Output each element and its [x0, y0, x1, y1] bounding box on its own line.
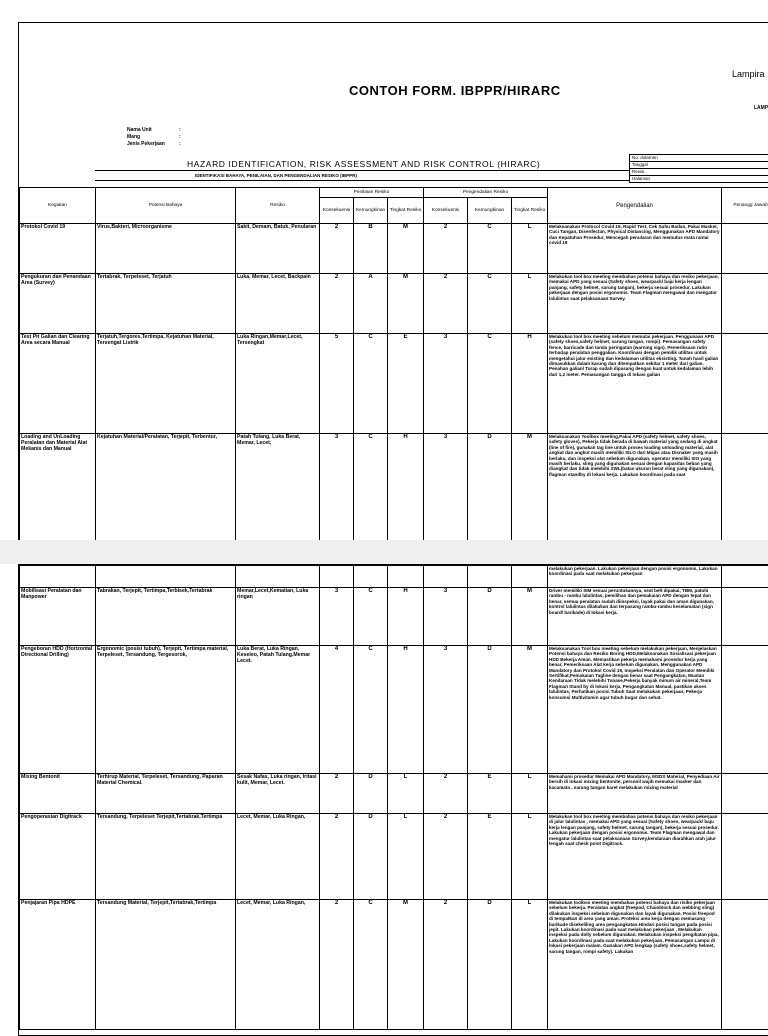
cell [468, 566, 512, 588]
table-row [20, 646, 768, 774]
cell [388, 566, 424, 588]
cell-penanggung-jawab [722, 274, 768, 334]
cell-kemungkinan: B [354, 224, 388, 274]
cell-tingkat-resiko: H [388, 646, 424, 774]
cell-konsekuensi: 3 [320, 588, 354, 646]
header-penanggung: Penangg Jawab [722, 188, 768, 224]
cell-resiko: Memar,Lecet,Kematian, Luka ringan [236, 588, 320, 646]
hirarc-subtitle: IDENTIFIKASI BAHAYA, PENILAIAN, DAN PENGENDALIAN RESIKO (IBPPR) [195, 173, 357, 178]
meta-block [127, 127, 181, 148]
cell-pengendalian: Driver memiliki SIM sesuai peruntukannya, seat belt dipakai, TBM, patuhi rambu - rambu lalulintas, pemilihan dan pemakaian APD dengan tepat dan benar, semua peralatan sudah diinspeksi, layak pakai dan aman digunakan, kontrol lalulintas dilakukan dan terpasang rambu-rambu keselamatan (sign board/ barikade) di lokasi kerja. [548, 588, 722, 646]
cell [236, 566, 320, 588]
cell-kegiatan: Loading and UnLoading Peralatan dan Material Alat Mekanis dan Manual [20, 434, 96, 543]
cell-konsekuensi-after: 3 [424, 334, 468, 434]
table-row [20, 588, 768, 646]
cell-kemungkinan: C [354, 334, 388, 434]
cell-tingkat-resiko: L [388, 814, 424, 900]
lampiran-label: Lampira [732, 69, 765, 79]
table-row [20, 334, 768, 434]
cell-tingkat-resiko-after: H [512, 334, 548, 434]
cell-konsekuensi: 2 [320, 224, 354, 274]
header-kemungkinan-1: Kemungkinan [354, 198, 388, 224]
header-resiko: Resiko [236, 188, 320, 224]
cell-penanggung-jawab [722, 334, 768, 434]
table-row [20, 224, 768, 274]
meta-label: Mang [127, 134, 179, 141]
cell-tingkat-resiko: L [388, 774, 424, 814]
cell-kegiatan: Pengukuran dan Penandaan Area (Survey) [20, 274, 96, 334]
cell-konsekuensi-after: 2 [424, 900, 468, 1030]
cell [20, 566, 96, 588]
document-page-1 [18, 22, 768, 542]
table-row [20, 434, 768, 543]
doc-page-label: Halaman [630, 176, 768, 182]
cell-pengendalian: Melaksanakan Protocol Covid 19, Rapid Test, Cek Suhu Badan, Pakai Masker, Cuci Tangan, Disenfectan, Physical Distancing, Menggunakan APD Mandatory dan Kepatuhan Prosedur, Mencegah penularan dan memutus mata rantai covid 19 [548, 224, 722, 274]
meta-sep: : [179, 141, 181, 148]
cell-pengendalian: Melakukan tool box meeting membahas potensi bahaya dan resiko pekerjaan, memakai APD yang sesuai (Safety shoes, wearpack/ baju kerja lengan panjang, safety helmet, sarung tangan), bekerja sesuai prosedur. Lakukan pekerjaan dengan posisi ergonomis. Team Flagman mengawal dan mengatur lalulintas saat pelaksanaan Survey. [548, 274, 722, 334]
table-row [20, 274, 768, 334]
hirarc-table-page-2 [19, 565, 768, 1030]
cell-tingkat-resiko-after: L [512, 274, 548, 334]
header-potensi: Potensi Bahaya [96, 188, 236, 224]
lamp-label: LAMP [754, 105, 768, 111]
cell-pengendalian: Melaksanakan Toolbox meeting,Pakai APD (safety helmet, safety shoes, safety gloves), Pekerja tidak berada di bawah material yang sedang di angkat (line of fire), gunakan tag line untuk proses loading unloading material, alat angkat dan angkut masih memiliki SILO dari Migas atau Disnaker yang masih berlaku, dan inspeksi alat sebelum digunakan, operator memiliki SIO yang masih berlaku, sling yang digunakan sesuai dengan kapasitas beban yang diangkat dan tidak melebihi SWL(batas ukuran berat sling yang digunakan), flagman standby di lokasi kerja. Lakukan koordinasi pada saat [548, 434, 722, 543]
cell [320, 566, 354, 588]
header-kemungkinan-2: Kemungkinan [468, 198, 512, 224]
meta-label: Nama Unit [127, 127, 179, 134]
cell-kegiatan: Mobilisasi Peralatan dan Manpower [20, 588, 96, 646]
cell-kegiatan: Mixing Bentonit [20, 774, 96, 814]
meta-row-jenis [127, 141, 181, 148]
hirarc-title: HAZARD IDENTIFICATION, RISK ASSESSMENT AND RISK CONTROL (HIRARC) [187, 159, 540, 169]
cell-kemungkinan-after: C [468, 274, 512, 334]
doc-date-label: Tanggal [630, 162, 768, 169]
table-row [20, 774, 768, 814]
cell-tingkat-resiko-after: L [512, 774, 548, 814]
cell-penanggung-jawab [722, 774, 768, 814]
cell-pengendalian: Melaksanakan Tool box meeting sebelum melakukan pekerjaan, Menjelaskan Potensi bahaya dan Resiko Boring HDD,Melaksanakan Sosialisasi pekerjaan HDD Bekerja Aman. Memastikan pekerja memahami prosedur kerja yang benar, Pemeriksaan Alat kerja sebelum digunakan, Menggunakan APD Mandatory dan Protokol Covid 19, Inspeksi Peralatan dan Operator Memiliki Sertifikat,Pemakaian Tagline dengan benar saat Pengangkatan, Muatan Kendaraan Tidak melebihi Tonase,Pekerja banyak minum air mineral,Team Flagman Stand by di lokasi kerja, Pengangkatan Manual, pastikan akses lalulintas, Perhatikan posisi Tubuh Saat melakukan pekerjaan, Pekerja konsumsi Multivitamin agar tubuh bugar dan sehat. [548, 646, 722, 774]
cell-kemungkinan-after: C [468, 334, 512, 434]
cell-pengendalian: Melakukan tool box meeting sebelum memulai pekerjaan. Penggunaan APD (safety shoes,safety helmet, sarung tangan, rompi). Pemasangan safety fence, barricade dan tanda peringatan (warning sign). Pemeriksaan rutin terhadap peralatan penggalian. Koordinasi dengan pemilik utilitas untuk mengetahui jalur existing dan kedalaman utilitas eksisting. Tanah hasil galian dimasukkan dalam karung dan ditempatkan sekitar 1 meter dari galian. Penahan galian/ Turap sudah dipasang dengan kuat untuk kedalaman lebih dari 1,2 meter. Pemasangan tangga di lokasi galian [548, 334, 722, 434]
cell-kegiatan: Pengoperasian Digitrack [20, 814, 96, 900]
cell-kemungkinan-after: C [468, 224, 512, 274]
cell-konsekuensi: 2 [320, 814, 354, 900]
page-gap [0, 540, 768, 564]
meta-sep: : [179, 134, 181, 141]
cell-kegiatan: Penjajaran Pipa HDPE [20, 900, 96, 1030]
doc-revision-label: Revisi [630, 169, 768, 176]
cell-kemungkinan-after: D [468, 434, 512, 543]
cell-resiko: Luka Ringan,Memar,Lecet, Tersengkat [236, 334, 320, 434]
cell-kemungkinan-after: D [468, 588, 512, 646]
cell-potensi-bahaya: Tersandung, Terpeleset Terjepit,Tertabrak,Tertimpa [96, 814, 236, 900]
cell-penanggung-jawab [722, 224, 768, 274]
cell-kemungkinan: A [354, 274, 388, 334]
cell-resiko: Luka, Memar, Lecet, Backpain [236, 274, 320, 334]
cell-pengendalian: Memahami prosedur Memakai APD Mandatory, MSDS Material, Penyediaan Air bersih di lokasi mixing bentonite, personil wajib memakai masker dan kacamata , sarung tangan karet melakukan mixing material [548, 774, 722, 814]
header-konsekuensi-1: Konsekuensi [320, 198, 354, 224]
cell-kemungkinan: C [354, 646, 388, 774]
header-kegiatan: Kegiatan [20, 188, 96, 224]
cell-kemungkinan-after: E [468, 774, 512, 814]
cell-konsekuensi: 2 [320, 900, 354, 1030]
cell-konsekuensi: 2 [320, 274, 354, 334]
cell-tingkat-resiko: E [388, 334, 424, 434]
cell-konsekuensi-after: 3 [424, 646, 468, 774]
cell-kemungkinan-after: D [468, 646, 512, 774]
cell-potensi-bahaya: Ergonomic (posisi tubuh), Terjepit, Tertimpa material, Terpeleset, Tersandung, Tergesorok, [96, 646, 236, 774]
cell-kemungkinan: C [354, 434, 388, 543]
cell-resiko: Luka Berat, Luka Ringan, Keseleo, Patah Tulang,Memar Lecet. [236, 646, 320, 774]
cell [424, 566, 468, 588]
cell-tingkat-resiko-after: M [512, 588, 548, 646]
meta-row-mang [127, 134, 181, 141]
cell-potensi-bahaya: Tertabrak, Terpeleset, Terjatuh [96, 274, 236, 334]
cell-pengendalian: Melakukan tool box meeting membahas potensi bahaya dan resiko pekerjaan di jalur lalulintas , memakai APD yang sesuai (Safety shoes, wearpack/ baju kerja lengan panjang, safety helmet, sarung tangan), bekerja sesuai prosedur. Lakukan pekerjaan dengan posisi ergonomis. Team Flagman mengawal dan mengatur lalulintas saat pelaksanaan Survey,kendaraan diarahkan arah jalur lengah saat check point Digitrack. [548, 814, 722, 900]
cell-kemungkinan: C [354, 588, 388, 646]
hirarc-table-page-1 [19, 187, 768, 542]
page-title: CONTOH FORM. IBPPR/HIRARC [349, 83, 561, 98]
cell [722, 566, 768, 588]
cell-penanggung-jawab [722, 434, 768, 543]
cell [96, 566, 236, 588]
cell-tingkat-resiko-after: L [512, 814, 548, 900]
cell-potensi-bahaya: Virus,Bakteri, Microorganisme [96, 224, 236, 274]
cell-penanggung-jawab [722, 900, 768, 1030]
meta-sep: : [179, 127, 181, 134]
meta-label: Jenis Pekerjaan [127, 141, 179, 148]
cell-kemungkinan-after: D [468, 900, 512, 1030]
cell-potensi-bahaya: Terjatuh,Tergores,Tertimpa, Kejatuhan Material, Tersengat Listrik [96, 334, 236, 434]
cell-tingkat-resiko: M [388, 900, 424, 1030]
divider [95, 180, 629, 181]
table-row [20, 566, 768, 588]
cell-penanggung-jawab [722, 646, 768, 774]
cell-kegiatan: Protokol Covid 19 [20, 224, 96, 274]
cell-kemungkinan-after: E [468, 814, 512, 900]
doc-number-label: No. dolarnen [630, 155, 768, 162]
cell-kegiatan: Pengeboran HDD (Horizontal Directional Drilling) [20, 646, 96, 774]
cell-kemungkinan: D [354, 814, 388, 900]
header-pengendalian: Pengendalian [548, 188, 722, 224]
cell-kemungkinan: D [354, 774, 388, 814]
cell [512, 566, 548, 588]
cell-pengendalian: Melakukan toolbox meeting membahas potensi bahaya dan risiko pekerjaan sebelum bekerja. Peralatan angkat (freepod, Chainblock dan webbing sling) dilakukan inspeksi sebelum digunakan dan layak digunakan. Posisi freepod di tempatkan di area yang aman. Proteksi area kerja dengan memasang barikade disekeliling area pengangkatan.Hindari posisi tangan pada posisi jepit. Lakukan koordinasi pada saat melakukan pekerjaan , Melakukan inspeksi pada dolly sebelum digunakan. Melakukan inspeksi pengikatan pipa, Lakukan koordinasi pada saat melakukan pekerjaan, Pemasangan Lampu di lokasi pekerjaan malam. Gunakan APD lengkap (safety shoes,safety helmet, sarung tangan, rompi safety). Lakukan [548, 900, 722, 1030]
cell-penanggung-jawab [722, 814, 768, 900]
meta-row-unit [127, 127, 181, 134]
header-pengendalian-group: Pengendalian Resiko [424, 188, 548, 198]
cell-konsekuensi-after: 3 [424, 434, 468, 543]
cell-resiko: Sesak Nafas, Luka ringan, Iritasi kulit, Memar, Lecet. [236, 774, 320, 814]
document-page-2 [18, 564, 768, 1036]
cell-konsekuensi: 3 [320, 434, 354, 543]
document-info-box [629, 154, 768, 183]
cell-kemungkinan: C [354, 900, 388, 1030]
table-row [20, 900, 768, 1030]
cell-tingkat-resiko-after: L [512, 900, 548, 1030]
cell-konsekuensi-after: 2 [424, 224, 468, 274]
cell-pengendalian-continued: melakukan pekerjaan. Lakukan pekerjaan dengan posisi ergonomis, Lakukan koordinasi pada saat melakukan pekerjaan [548, 566, 722, 588]
cell-konsekuensi-after: 2 [424, 774, 468, 814]
cell [354, 566, 388, 588]
cell-tingkat-resiko-after: L [512, 224, 548, 274]
cell-kegiatan: Test Pit Galian dan Clearing Area secara Manual [20, 334, 96, 434]
cell-konsekuensi-after: 2 [424, 814, 468, 900]
cell-tingkat-resiko-after: M [512, 434, 548, 543]
cell-konsekuensi-after: 3 [424, 588, 468, 646]
cell-resiko: Patah Tulang, Luka Berat, Memar, Lecet, [236, 434, 320, 543]
cell-tingkat-resiko: H [388, 588, 424, 646]
cell-potensi-bahaya: Terhirup Material, Terpeleset, Tersandung, Paparan Material Chemical. [96, 774, 236, 814]
cell-tingkat-resiko: M [388, 274, 424, 334]
cell-resiko: Lecet, Memar, Luka Ringan, [236, 900, 320, 1030]
cell-resiko: Lecet, Memar, Luka Ringan, [236, 814, 320, 900]
cell-tingkat-resiko-after: M [512, 646, 548, 774]
header-konsekuensi-2: Konsekuensi [424, 198, 468, 224]
cell-penanggung-jawab [722, 588, 768, 646]
table-row [20, 814, 768, 900]
cell-tingkat-resiko: M [388, 224, 424, 274]
cell-konsekuensi: 5 [320, 334, 354, 434]
cell-konsekuensi: 4 [320, 646, 354, 774]
cell-potensi-bahaya: Tabrakan, Terjepit, Tertimpa,Terbisek,Tertabrak [96, 588, 236, 646]
cell-potensi-bahaya: Tersandung Material, Terjepit,Tertabrak,Tertimpa [96, 900, 236, 1030]
cell-konsekuensi: 2 [320, 774, 354, 814]
header-penilaian: Penilaian Resiko [320, 188, 424, 198]
cell-konsekuensi-after: 2 [424, 274, 468, 334]
header-tingkat-1: Tingkat Resiko [388, 198, 424, 224]
cell-tingkat-resiko: H [388, 434, 424, 543]
header-tingkat-2: Tingkat Resiko [512, 198, 548, 224]
cell-resiko: Sakit, Demam, Batuk, Penularan [236, 224, 320, 274]
divider [95, 170, 629, 171]
cell-potensi-bahaya: Kejatuhan Material/Peralatan, Terjepit, Terbentur, [96, 434, 236, 543]
